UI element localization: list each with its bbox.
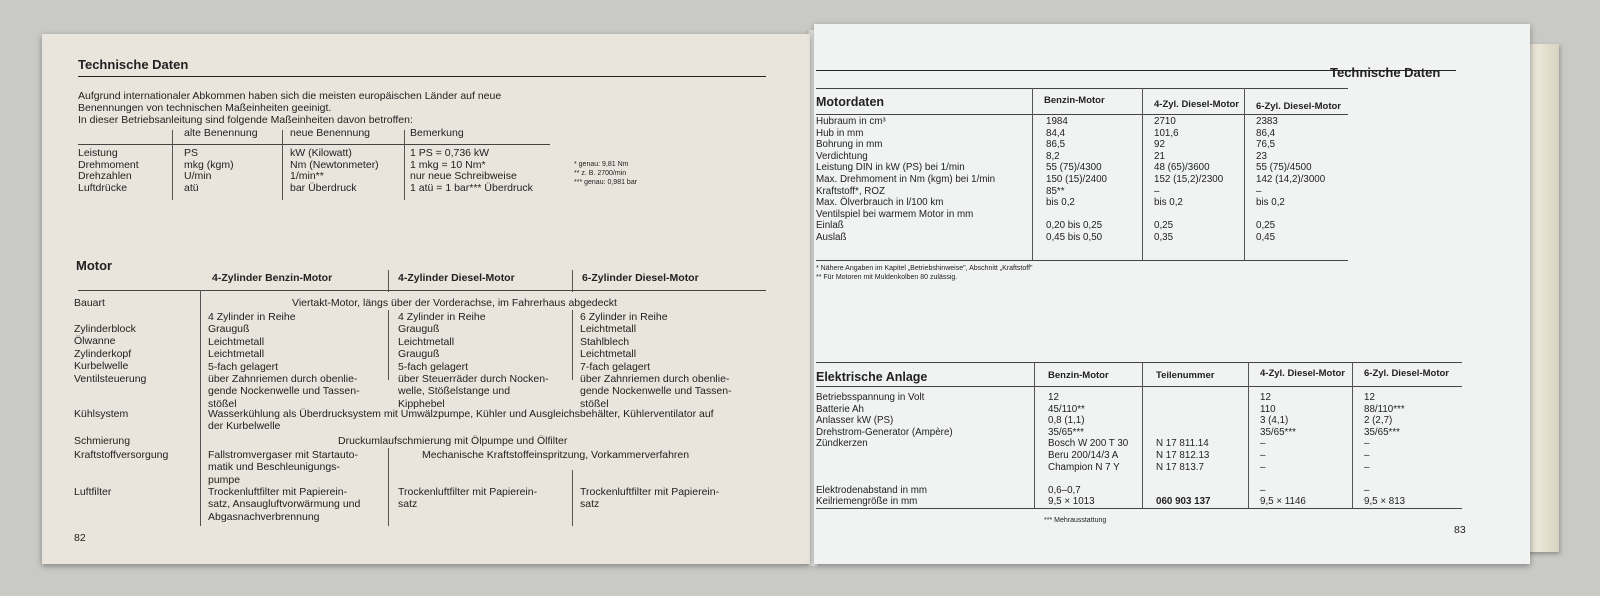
motor-header-rule (78, 290, 766, 291)
motor-label-divider (200, 290, 201, 526)
motordaten-benzin: 1984 84,4 86,5 8,2 55 (75)/4300 150 (15)/2400 85** bis 0,2 0,20 bis 0,25 0,45 bis 0,50 (1046, 116, 1108, 243)
kuehl-label: Kühlsystem (74, 408, 129, 420)
motordaten-bottom-rule (816, 260, 1348, 261)
motor-title: Motor (76, 258, 113, 273)
elektrik-divider (1248, 362, 1249, 508)
units-labels: Leistung Drehmoment Drehzahlen Luftdrücke (78, 147, 139, 194)
left-page-title: Technische Daten (78, 57, 189, 72)
title-rule (78, 76, 766, 77)
elektrik-divider (1142, 362, 1143, 508)
elektrik-header-teile: Teilenummer (1156, 370, 1215, 381)
bauart-value: Viertakt-Motor, längs über der Vorderachse, im Fahrerhaus abgedeckt (292, 297, 617, 309)
luft-label: Luftfilter (74, 486, 112, 498)
motor-header-divider (388, 270, 389, 292)
elektrik-top-rule (816, 362, 1462, 363)
motordaten-title: Motordaten (816, 95, 885, 109)
motor-divider (388, 310, 389, 380)
kraft-diesel: Mechanische Kraftstoffeinspritzung, Vorkammerverfahren (422, 449, 690, 461)
motor-header-divider (572, 270, 573, 292)
right-page-title: Technische Daten (1330, 65, 1441, 80)
motordaten-header-diesel4: 4-Zyl. Diesel-Motor (1154, 99, 1239, 110)
motordaten-diesel6: 2383 86,4 76,5 23 55 (75)/4500 142 (14,2)/3000 – bis 0,2 0,25 0,45 (1256, 116, 1326, 243)
page-number-right: 83 (1454, 524, 1466, 536)
elektrik-divider (1352, 362, 1353, 508)
elektrik-header-benzin: Benzin-Motor (1048, 370, 1109, 381)
elektrik-header-diesel4: 4-Zyl. Diesel-Motor (1260, 368, 1345, 379)
motor-header-diesel4: 4-Zylinder Diesel-Motor (398, 272, 515, 284)
units-header-old: alte Benennung (184, 127, 258, 139)
motor-diesel4-values: 4 Zylinder in Reihe Grauguß Leichtmetall Grauguß 5-fach gelagert über Steuerräder durch Nocken- welle, Stößelstange und Kipphebel (398, 311, 549, 410)
motor-header-benzin: 4-Zylinder Benzin-Motor (212, 272, 333, 284)
luft-diesel6: Trockenluftfilter mit Papierein- satz (580, 486, 720, 511)
elektrik-diesel4: 12 110 3 (4,1) 35/65*** – – – – 9,5 × 1146 (1260, 392, 1306, 508)
motordaten-top-rule (816, 88, 1348, 89)
elektrik-bottom-rule (816, 508, 1462, 509)
elektrik-labels: Betriebsspannung in Volt Batterie Ah Anlasser kW (PS) Drehstrom-Generator (Ampère) Zündkerzen Elektrodenabstand in mm Keilriemengröße in mm (816, 392, 953, 508)
units-new: kW (Kilowatt) Nm (Newtonmeter) 1/min** bar Überdruck (290, 147, 379, 194)
motordaten-header-diesel6: 6-Zyl. Diesel-Motor (1256, 101, 1341, 112)
units-header-remark: Bemerkung (410, 127, 464, 139)
elektrik-diesel6: 12 88/110*** 2 (2,7) 35/65*** – – – – 9,5 × 813 (1364, 392, 1406, 508)
motordaten-labels: Hubraum in cm³ Hub in mm Bohrung in mm Verdichtung Leistung DIN in kW (PS) bei 1/min Max. Drehmoment in Nm (kgm) bei 1/min Kraftstoff*, ROZ Max. Ölverbrauch in l/100 km Ventilspiel bei warmem Motor in mm Einlaß Auslaß (816, 116, 996, 243)
kuehl-values: Wasserkühlung als Überdrucksystem mit Umwälzpumpe, Kühler und Ausgleichsbehälter, Kühlerventilator auf der Kurbelwelle (208, 408, 714, 433)
elektrik-divider (1034, 362, 1035, 508)
motor-labels: Zylinderblock Ölwanne Zylinderkopf Kurbelwelle Ventilsteuerung (74, 323, 147, 385)
units-remark: 1 PS = 0,736 kW 1 mkg = 10 Nm* nur neue Schreibweise 1 atü = 1 bar*** Überdruck (410, 147, 533, 194)
elektrik-footnote: *** Mehrausstattung (1044, 517, 1107, 524)
motordaten-header-rule (816, 114, 1348, 115)
motordaten-diesel4: 2710 101,6 92 21 48 (65)/3600 152 (15,2)/2300 – bis 0,2 0,25 0,35 (1154, 116, 1224, 243)
motor-divider (572, 310, 573, 380)
intro-text (78, 90, 501, 126)
motordaten-divider (1032, 88, 1033, 260)
bauart-label: Bauart (74, 297, 105, 309)
page-number-left: 82 (74, 532, 86, 544)
right-page (814, 24, 1530, 564)
luft-divider (388, 470, 389, 526)
motor-diesel6-values: 6 Zylinder in Reihe Leichtmetall Stahlblech Leichtmetall 7-fach gelagert über Zahnriemen durch obenlie- gende Nockenwelle und Tassen- stößel (580, 311, 732, 410)
units-divider (404, 130, 405, 200)
units-footnotes: * genau: 9,81 Nm ** z. B. 2700/min *** genau: 0,981 bar (574, 161, 638, 186)
schmier-label: Schmierung (74, 435, 131, 447)
motordaten-footnotes: * Nähere Angaben im Kapitel „Betriebshinweise", Abschnitt „Kraftstoff" ** Für Motoren mit Muldenkolben 80 zulässig. (816, 265, 1033, 281)
luft-diesel4: Trockenluftfilter mit Papierein- satz (398, 486, 538, 511)
luft-divider (572, 470, 573, 526)
units-header-rule (78, 144, 550, 145)
motor-benzin-values: 4 Zylinder in Reihe Grauguß Leichtmetall Leichtmetall 5-fach gelagert über Zahnriemen durch obenlie- gende Nockenwelle und Tassen- stößel (208, 311, 360, 410)
left-page (42, 34, 810, 564)
intro-line: Aufgrund internationaler Abkommen haben sich die meisten europäischen Länder auf neue (78, 90, 502, 102)
units-header-new: neue Benennung (290, 127, 370, 139)
elektrik-title: Elektrische Anlage (816, 370, 928, 384)
luft-benzin: Trockenluftfilter mit Papierein- satz, Ansaugluftvorwärmung und Abgasnachverbrennung (208, 486, 361, 523)
motor-header-diesel6: 6-Zylinder Diesel-Motor (582, 272, 699, 284)
elektrik-header-diesel6: 6-Zyl. Diesel-Motor (1364, 368, 1449, 379)
motordaten-divider (1142, 88, 1143, 260)
schmier-value: Druckumlaufschmierung mit Ölpumpe und Ölfilter (338, 435, 568, 447)
kraft-benzin: Fallstromvergaser mit Startauto- matik und Beschleunigungs- pumpe (208, 449, 358, 486)
elektrik-teile: N 17 811.14 N 17 812.13 N 17 813.7 060 903 137 (1156, 438, 1211, 508)
intro-line: In dieser Betriebsanleitung sind folgende Maßeinheiten davon betroffen: (78, 114, 413, 126)
units-divider (172, 130, 173, 200)
motordaten-divider (1244, 88, 1245, 260)
intro-line: Benennungen von technischen Maßeinheiten geeinigt. (78, 102, 332, 114)
page-edges (1525, 44, 1559, 552)
elektrik-header-rule (816, 386, 1462, 387)
elektrik-benzin: 12 45/110** 0,8 (1,1) 35/65*** Bosch W 200 T 30 Beru 200/14/3 A Champion N 7 Y 0,6–0,7 9,5 × 1013 (1048, 392, 1129, 508)
motordaten-header-benzin: Benzin-Motor (1044, 95, 1105, 106)
units-old: PS mkg (kgm) U/min atü (184, 147, 234, 194)
kraft-label: Kraftstoffversorgung (74, 449, 169, 461)
units-divider (282, 130, 283, 200)
